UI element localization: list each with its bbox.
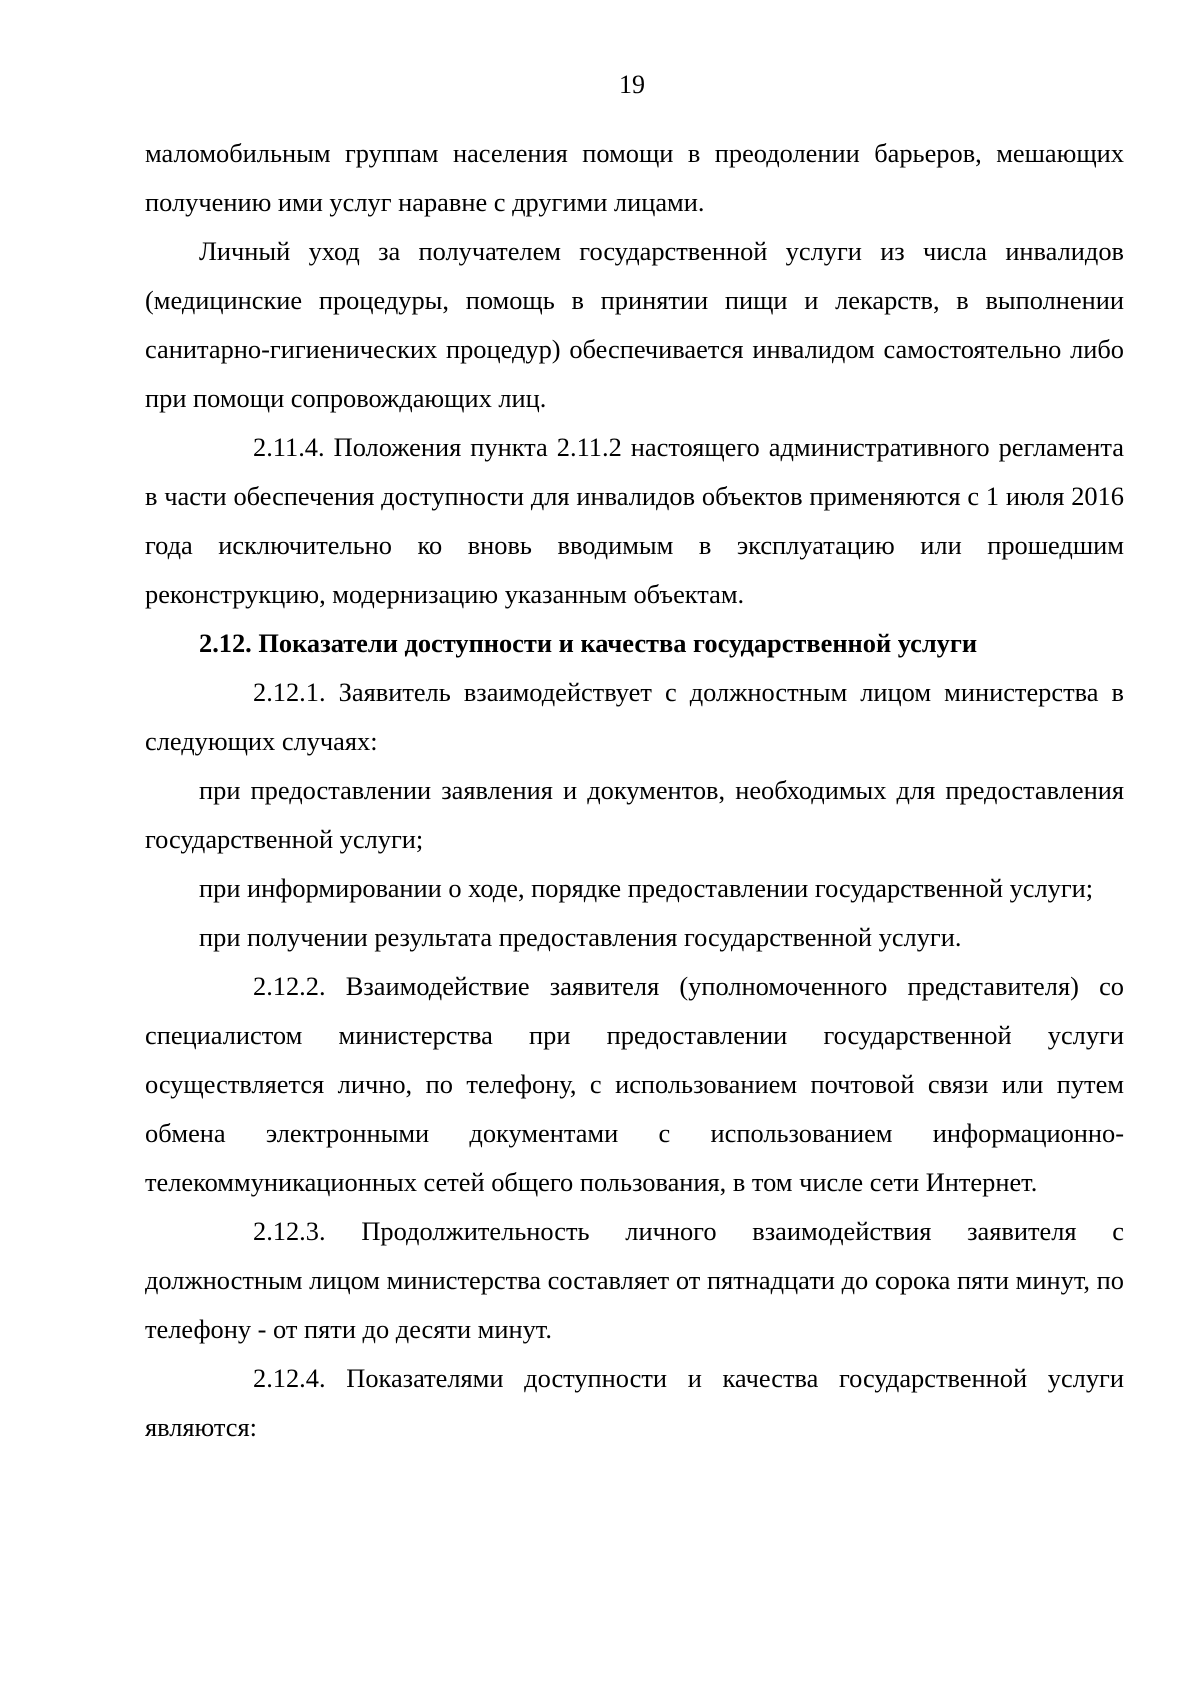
clause-text: Взаимодействие заявителя (уполномоченного представителя) со специалистом министерства при предоставлении государственной услуги осуществляется лично, по телефону, с использованием почтовой связи или путем обмена электронными документами с использованием информационно-телекоммуникационных сетей общего пользования, в том числе сети Интернет. — [145, 971, 1124, 1197]
clause-number: 2.12.4. — [253, 1363, 326, 1393]
clause-text: Положения пункта 2.11.2 настоящего административного регламента в части обеспечения доступности для инвалидов объектов применяются с 1 июля 2016 года исключительно ко вновь вводимым в эксплуатацию или прошедшим реконструкцию, модернизацию указанным объектам. — [145, 432, 1124, 609]
list-item-result: при получении результата предоставления государственной услуги. — [199, 922, 962, 952]
clause-text: Показателями доступности и качества государственной услуги являются: — [145, 1363, 1124, 1442]
paragraph-personal-care: Личный уход за получателем государственной услуги из числа инвалидов (медицинские процедуры, помощь в принятии пищи и лекарств, в выполнении санитарно-гигиенических процедур) обеспечивается инвалидом самостоятельно либо при помощи сопровождающих лиц. — [145, 236, 1124, 413]
paragraph-2-12-2 — [145, 962, 1124, 1207]
clause-text: Продолжительность личного взаимодействия заявителя с должностным лицом министерства составляет от пятнадцати до сорока пяти минут, по телефону - от пяти до десяти минут. — [145, 1216, 1124, 1344]
paragraph-continuation: маломобильным группам населения помощи в преодолении барьеров, мешающих получению ими услуг наравне с другими лицами. — [145, 138, 1124, 217]
clause-number: 2.12.2. — [253, 971, 326, 1001]
page-number: 19 — [619, 70, 645, 99]
document-body — [145, 129, 1124, 1452]
clause-number: 2.11.4. — [253, 432, 325, 462]
clause-number: 2.12.1. — [253, 677, 326, 707]
clause-number: 2.12.3. — [253, 1216, 326, 1246]
list-item-submission: при предоставлении заявления и документов, необходимых для предоставления государственной услуги; — [145, 775, 1124, 854]
paragraph-2-12-1 — [145, 668, 1124, 766]
section-heading-2-12: 2.12. Показатели доступности и качества государственной услуги — [199, 628, 978, 658]
paragraph-2-12-3 — [145, 1207, 1124, 1354]
clause-text: Заявитель взаимодействует с должностным лицом министерства в следующих случаях: — [145, 677, 1124, 756]
paragraph-2-11-4 — [145, 423, 1124, 619]
list-item-informing: при информировании о ходе, порядке предоставлении государственной услуги; — [199, 873, 1094, 903]
paragraph-2-12-4 — [145, 1354, 1124, 1452]
